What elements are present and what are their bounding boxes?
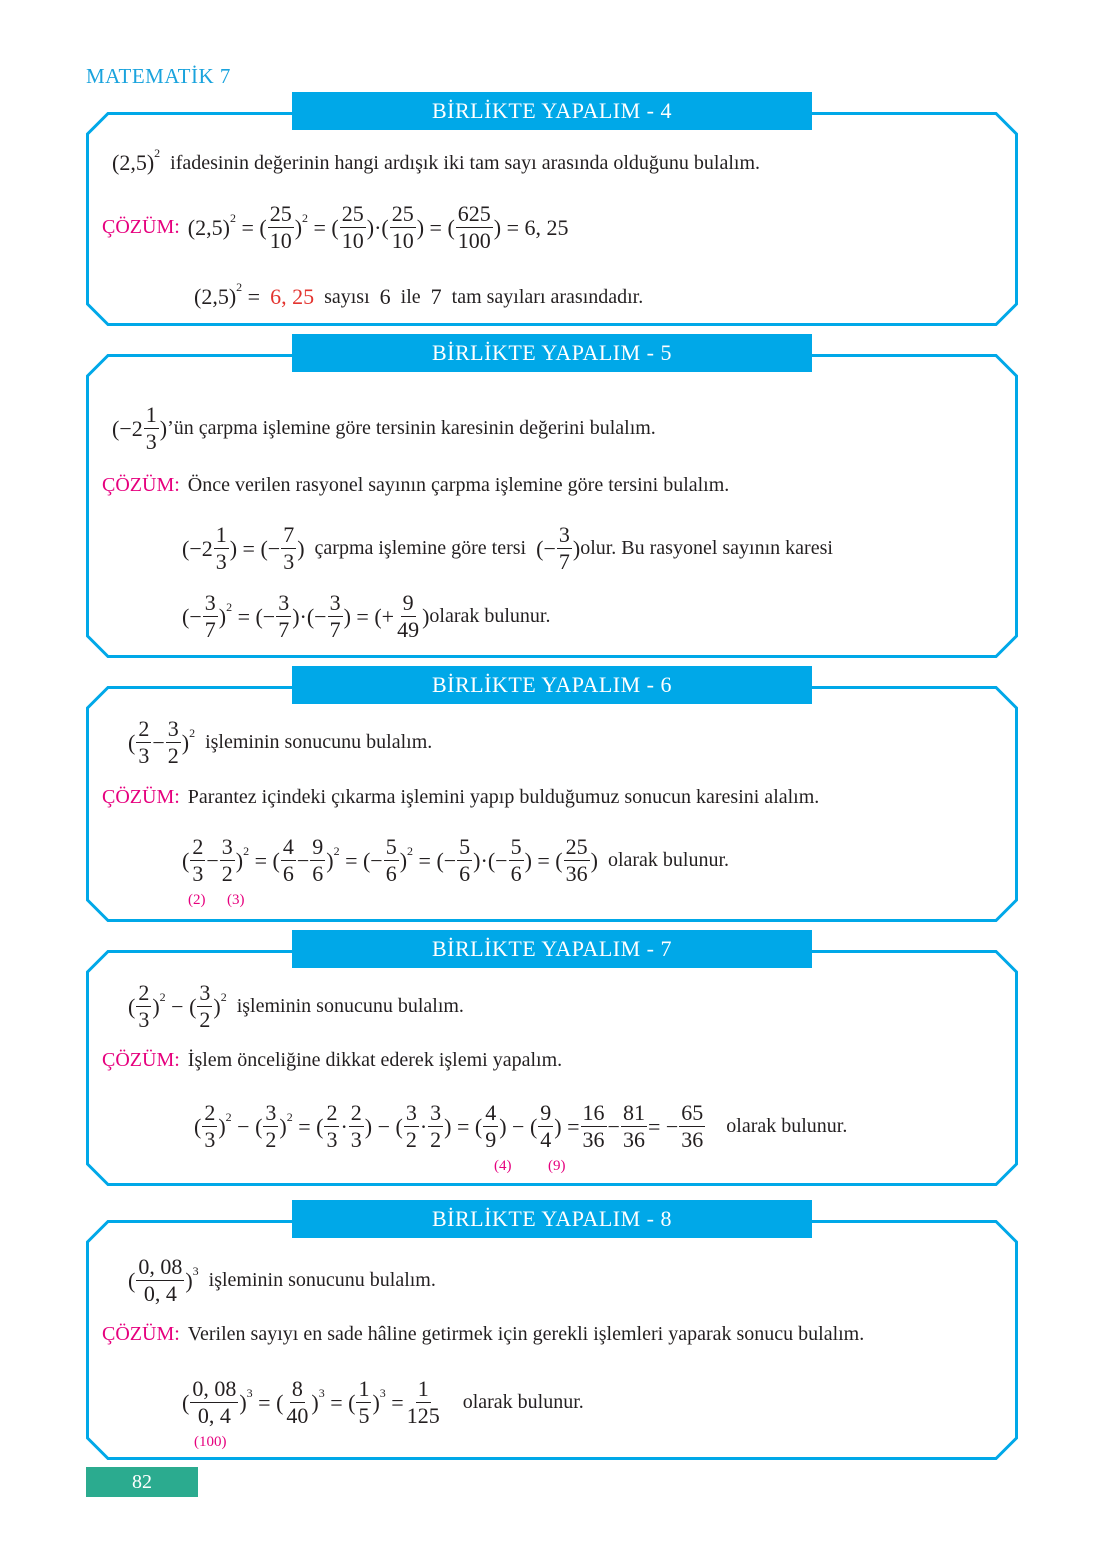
section-8-banner: BİRLİKTE YAPALIM - 8 bbox=[292, 1200, 812, 1238]
section-6-line: ( $\frac{2}{3}$ − $\frac{3}{2}$ )$^2$ = ( $\frac{4}{6}$ − $\frac{9}{6}$ )$^2$ = (− $\frac{5}{6}$ )$^2$ = (− $\frac{5}{6}$ )·(− $\frac{5}{6}$ ) = ( $\frac{25}{36}$ ) olarak bulunur. bbox=[182, 834, 730, 886]
section-8-line: ( $\frac{0, 08}{0, 4}$ )$^3$ = ( $\frac{8}{40}$ )$^3$ = ( $\frac{1}{5}$ )$^3$ = $\frac{1}{125}$ olarak bulunur. bbox=[182, 1376, 584, 1428]
section-6-mark-1: (2) bbox=[188, 892, 206, 908]
page-header-title: MATEMATİK 7 bbox=[86, 64, 231, 88]
section-7-cozum-label: ÇÖZÜM: bbox=[102, 1049, 180, 1071]
section-4-result-text-2: ile bbox=[400, 285, 421, 308]
section-8-solution-text: Verilen sayıyı en sade hâline getirmek için gerekli işlemleri yaparak sonucu bulalım. bbox=[187, 1323, 865, 1345]
section-4-result: $(2,5)^2$ = 6, 25 sayısı 6 ile 7 tam sayıları arasındadır. bbox=[194, 280, 644, 309]
section-4-problem: $(2,5)^2$ ifadesinin değerinin hangi ardışık iki tam sayı arasında olduğunu bulalım. bbox=[112, 146, 761, 175]
section-6-problem-text: işleminin sonucunu bulalım. bbox=[205, 731, 433, 753]
section-8-line-end: olarak bulunur. bbox=[462, 1391, 584, 1413]
section-4-solution: ÇÖZÜM: $(2,5)^2$ = ( $\frac{25}{10}$ )$^2$ = ( $\frac{25}{10}$ )·( $\frac{25}{10}$ ) = ( $\frac{625}{100}$ ) = 6, 25 bbox=[102, 201, 569, 253]
section-5-solution bbox=[102, 474, 729, 497]
section-7-line: ( $\frac{2}{3}$ )$^2$ − ( $\frac{3}{2}$ )$^2$ = ( $\frac{2}{3}$ · $\frac{2}{3}$ ) − ( $\frac{3}{2}$ · $\frac{3}{2}$ ) = ( $\frac{4}{9}$ ) − ( $\frac{9}{4}$ ) = $\frac{16}{36}$ − $\frac{81}{36}$ = − $\frac{65}{36}$ olarak bulunur. bbox=[194, 1100, 848, 1152]
section-5-banner: BİRLİKTE YAPALIM - 5 bbox=[292, 334, 812, 372]
section-6-banner: BİRLİKTE YAPALIM - 6 bbox=[292, 666, 812, 704]
section-4-banner: BİRLİKTE YAPALIM - 4 bbox=[292, 92, 812, 130]
page-number: 82 bbox=[86, 1467, 198, 1497]
section-7-mark-1: (4) bbox=[494, 1158, 512, 1174]
section-5-line-2-end: olarak bulunur. bbox=[429, 605, 551, 627]
section-6-mark-2: (3) bbox=[227, 892, 245, 908]
section-4-result-n1: 6 bbox=[379, 284, 391, 309]
section-5-line-2: (− $\frac{3}{7}$ )$^2$ = (− $\frac{3}{7}$ )·(− $\frac{3}{7}$ ) = (+ $\frac{9}{49}$ ) olarak bulunur. bbox=[182, 590, 551, 642]
section-4-cozum-label: ÇÖZÜM: bbox=[102, 216, 180, 238]
section-8-mark-1: (100) bbox=[194, 1434, 227, 1450]
section-8-cozum-label: ÇÖZÜM: bbox=[102, 1323, 180, 1345]
section-8-problem: ( $\frac{0, 08}{0, 4}$ )$^3$ işleminin sonucunu bulalım. bbox=[128, 1254, 436, 1306]
section-5-line-1-end: olur. Bu rasyonel sayının karesi bbox=[580, 537, 833, 559]
section-5-solution-text: Önce verilen rasyonel sayının çarpma işlemine göre tersini bulalım. bbox=[187, 474, 730, 496]
section-7-problem: ( $\frac{2}{3}$ )$^2$ − ( $\frac{3}{2}$ )$^2$ işleminin sonucunu bulalım. bbox=[128, 980, 464, 1032]
section-7-banner: BİRLİKTE YAPALIM - 7 bbox=[292, 930, 812, 968]
section-4-result-text: sayısı bbox=[324, 285, 370, 308]
section-6-solution-text: Parantez içindeki çıkarma işlemini yapıp bulduğumuz sonucun karesini alalım. bbox=[187, 786, 820, 808]
section-5-line-1: (−2 $\frac{1}{3}$ ) = (− $\frac{7}{3}$ ) çarpma işlemine göre tersi (− $\frac{3}{7}$ ) olur. Bu rasyonel sayının karesi bbox=[182, 522, 833, 574]
section-7-mark-2: (9) bbox=[548, 1158, 566, 1174]
section-7-line-end: olarak bulunur. bbox=[726, 1115, 848, 1137]
section-7-problem-text: işleminin sonucunu bulalım. bbox=[236, 995, 464, 1017]
section-5-problem-text: ’ün çarpma işlemine göre tersinin karesinin değerini bulalım. bbox=[167, 417, 656, 439]
section-6-solution bbox=[102, 786, 819, 809]
section-6-problem: ( $\frac{2}{3}$ − $\frac{3}{2}$ )$^2$ işleminin sonucunu bulalım. bbox=[128, 716, 433, 768]
section-6-cozum-label: ÇÖZÜM: bbox=[102, 786, 180, 808]
section-8-problem-text: işleminin sonucunu bulalım. bbox=[208, 1269, 436, 1291]
section-4-result-text-3: tam sayıları arasındadır. bbox=[451, 285, 644, 308]
section-5-cozum-label: ÇÖZÜM: bbox=[102, 474, 180, 496]
section-6-line-end: olarak bulunur. bbox=[607, 849, 730, 871]
section-4-problem-text: ifadesinin değerinin hangi ardışık iki tam sayı arasında olduğunu bulalım. bbox=[170, 151, 761, 174]
section-7-solution-text: İşlem önceliğine dikkat ederek işlemi yapalım. bbox=[187, 1049, 563, 1071]
section-7-solution bbox=[102, 1049, 562, 1072]
section-5-line-1-text: çarpma işlemine göre tersi bbox=[314, 537, 527, 559]
section-4-result-value: 6, 25 bbox=[270, 284, 315, 309]
section-8-solution bbox=[102, 1323, 864, 1346]
section-5-problem: (−2 $\frac{1}{3}$ ) ’ün çarpma işlemine göre tersinin karesinin değerini bulalım. bbox=[112, 402, 656, 454]
section-4-result-n2: 7 bbox=[430, 284, 442, 309]
